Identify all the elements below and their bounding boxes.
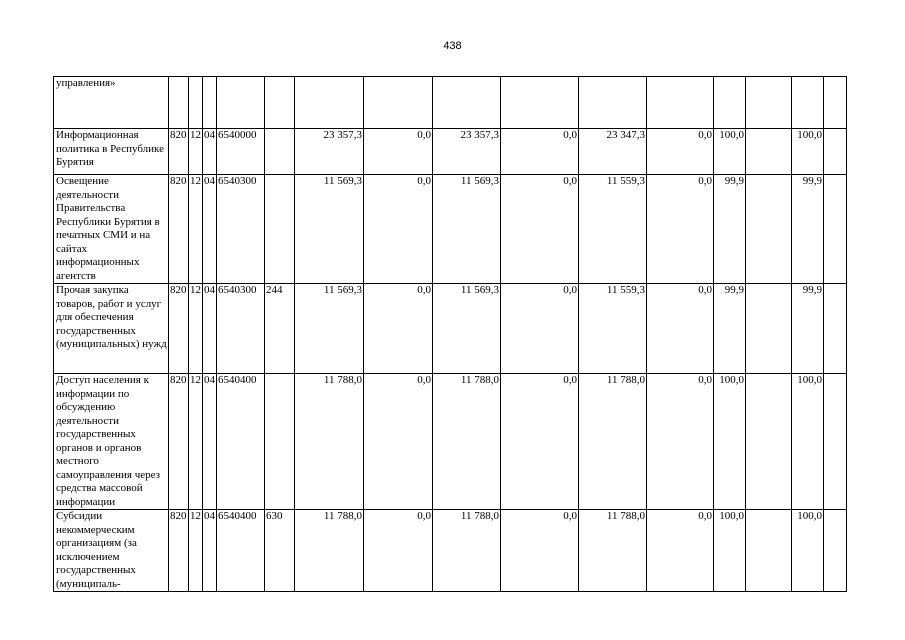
value-3: 23 357,3 — [433, 129, 501, 175]
csr-code: 6540300 — [217, 284, 265, 374]
percent-1: 100,0 — [714, 510, 746, 592]
value-1: 11 788,0 — [295, 374, 364, 510]
value-2: 0,0 — [364, 510, 433, 592]
value-2 — [364, 77, 433, 129]
csr-code: 6540400 — [217, 510, 265, 592]
value-3: 11 569,3 — [433, 284, 501, 374]
percent-2 — [746, 284, 792, 374]
percent-3: 100,0 — [792, 374, 824, 510]
vr-code — [265, 129, 295, 175]
rz-code: 12 — [189, 129, 203, 175]
value-6: 0,0 — [647, 175, 714, 284]
value-1: 23 357,3 — [295, 129, 364, 175]
row-name: Доступ населения к информации по обсуждению деятельности государственных органов и органов местного самоуправления через средства массовой информации — [54, 374, 169, 510]
row-name: Информационная политика в Республике Бурятия — [54, 129, 169, 175]
row-name: управления» — [54, 77, 169, 129]
gr-code — [169, 77, 189, 129]
percent-2 — [746, 129, 792, 175]
percent-4 — [824, 510, 847, 592]
percent-4 — [824, 129, 847, 175]
value-6: 0,0 — [647, 284, 714, 374]
table-row — [54, 77, 847, 129]
value-6: 0,0 — [647, 510, 714, 592]
row-name: Прочая закупка товаров, работ и услуг для обеспечения государственных (муниципальных) нужд — [54, 284, 169, 374]
csr-code: 6540000 — [217, 129, 265, 175]
budget-table — [53, 76, 847, 592]
percent-1: 99,9 — [714, 175, 746, 284]
percent-4 — [824, 284, 847, 374]
gr-code: 820 — [169, 510, 189, 592]
value-5: 11 788,0 — [579, 374, 647, 510]
percent-4 — [824, 77, 847, 129]
percent-3: 99,9 — [792, 175, 824, 284]
vr-code — [265, 374, 295, 510]
table-row — [54, 374, 847, 510]
value-6: 0,0 — [647, 374, 714, 510]
rz-code — [189, 77, 203, 129]
pr-code: 04 — [203, 510, 217, 592]
value-5: 11 559,3 — [579, 284, 647, 374]
rz-code: 12 — [189, 284, 203, 374]
pr-code: 04 — [203, 129, 217, 175]
value-1: 11 788,0 — [295, 510, 364, 592]
table-row — [54, 175, 847, 284]
pr-code: 04 — [203, 284, 217, 374]
vr-code — [265, 175, 295, 284]
value-2: 0,0 — [364, 284, 433, 374]
vr-code: 244 — [265, 284, 295, 374]
percent-2 — [746, 510, 792, 592]
value-3: 11 788,0 — [433, 374, 501, 510]
percent-4 — [824, 175, 847, 284]
percent-1: 99,9 — [714, 284, 746, 374]
percent-2 — [746, 374, 792, 510]
gr-code: 820 — [169, 374, 189, 510]
value-1: 11 569,3 — [295, 175, 364, 284]
csr-code: 6540400 — [217, 374, 265, 510]
row-name: Освещение деятельности Правительства Республики Бурятия в печатных СМИ и на сайтах информационных агентств — [54, 175, 169, 284]
value-4: 0,0 — [501, 510, 579, 592]
value-4: 0,0 — [501, 374, 579, 510]
gr-code: 820 — [169, 175, 189, 284]
value-1: 11 569,3 — [295, 284, 364, 374]
percent-2 — [746, 77, 792, 129]
value-4: 0,0 — [501, 175, 579, 284]
pr-code — [203, 77, 217, 129]
table-row — [54, 129, 847, 175]
value-4: 0,0 — [501, 284, 579, 374]
value-5: 11 788,0 — [579, 510, 647, 592]
row-name: Субсидии некоммерческим организациям (за исключением государственных (муниципаль- — [54, 510, 169, 592]
csr-code — [217, 77, 265, 129]
percent-3: 100,0 — [792, 510, 824, 592]
pr-code: 04 — [203, 175, 217, 284]
value-3: 11 788,0 — [433, 510, 501, 592]
page-number: 438 — [443, 40, 462, 52]
gr-code: 820 — [169, 284, 189, 374]
vr-code — [265, 77, 295, 129]
table-row — [54, 510, 847, 592]
vr-code: 630 — [265, 510, 295, 592]
value-2: 0,0 — [364, 175, 433, 284]
value-3 — [433, 77, 501, 129]
rz-code: 12 — [189, 175, 203, 284]
percent-2 — [746, 175, 792, 284]
value-4 — [501, 77, 579, 129]
percent-1: 100,0 — [714, 129, 746, 175]
value-5 — [579, 77, 647, 129]
rz-code: 12 — [189, 374, 203, 510]
gr-code: 820 — [169, 129, 189, 175]
percent-1 — [714, 77, 746, 129]
percent-3: 99,9 — [792, 284, 824, 374]
csr-code: 6540300 — [217, 175, 265, 284]
value-2: 0,0 — [364, 374, 433, 510]
percent-1: 100,0 — [714, 374, 746, 510]
value-6: 0,0 — [647, 129, 714, 175]
rz-code: 12 — [189, 510, 203, 592]
value-5: 11 559,3 — [579, 175, 647, 284]
value-3: 11 569,3 — [433, 175, 501, 284]
pr-code: 04 — [203, 374, 217, 510]
percent-4 — [824, 374, 847, 510]
value-6 — [647, 77, 714, 129]
percent-3: 100,0 — [792, 129, 824, 175]
value-2: 0,0 — [364, 129, 433, 175]
table-row — [54, 284, 847, 374]
value-5: 23 347,3 — [579, 129, 647, 175]
value-4: 0,0 — [501, 129, 579, 175]
percent-3 — [792, 77, 824, 129]
value-1 — [295, 77, 364, 129]
